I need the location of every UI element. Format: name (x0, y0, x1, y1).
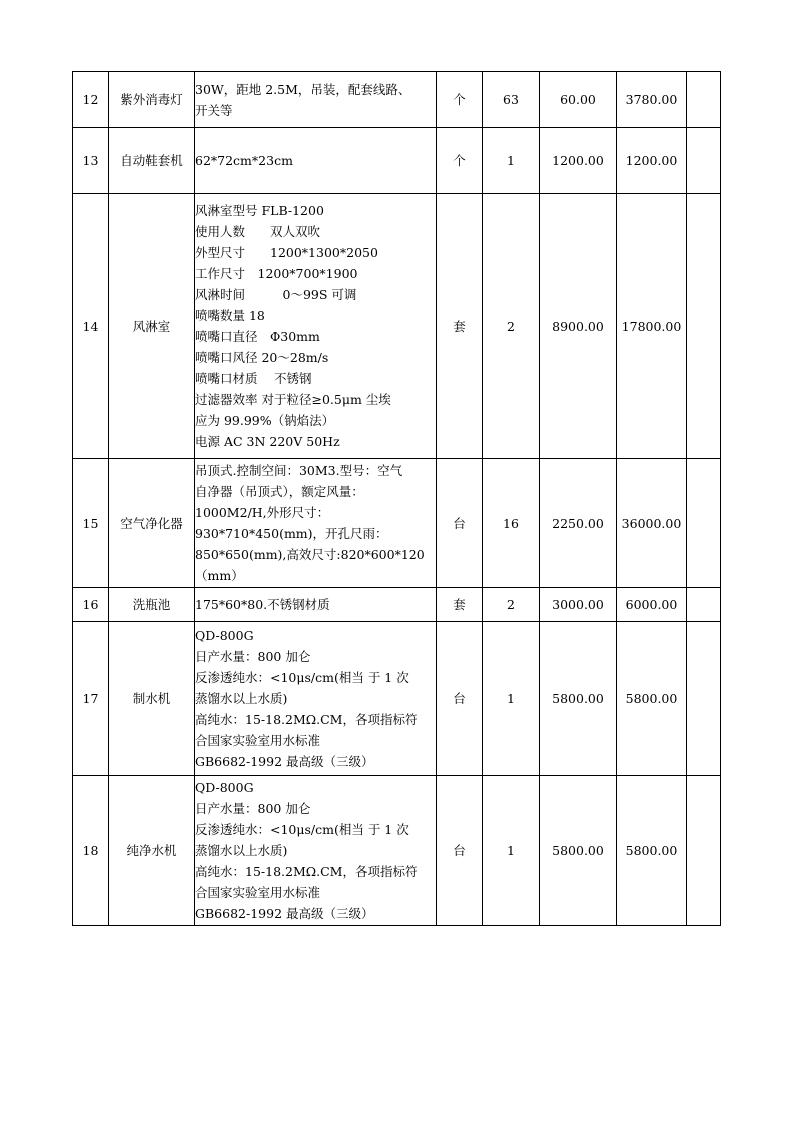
table-row (73, 72, 721, 128)
item-number-cell: 12 (73, 72, 109, 128)
equipment-table (72, 71, 721, 926)
spec-line: GB6682-1992 最高级（三级） (195, 906, 374, 921)
item-unit-cell: 个 (437, 72, 483, 128)
spec-line: 吊顶式.控制空间：30M3.型号：空气 (195, 463, 403, 478)
item-note-cell (687, 459, 721, 588)
spec-line: 反渗透纯水：<10μs/cm(相当 于 1 次 (195, 822, 409, 837)
spec-line: 合国家实验室用水标准 (195, 885, 321, 900)
item-quantity-cell: 1 (483, 128, 540, 194)
item-note-cell (687, 194, 721, 459)
item-total-cell: 3780.00 (617, 72, 687, 128)
item-name-cell: 风淋室 (109, 194, 195, 459)
item-spec-cell (195, 459, 437, 588)
item-note-cell (687, 776, 721, 926)
item-total-cell: 17800.00 (617, 194, 687, 459)
table-row (73, 459, 721, 588)
spec-line: 风淋时间 0～99S 可调 (195, 287, 357, 302)
item-number-cell: 17 (73, 622, 109, 776)
item-unit-cell: 台 (437, 776, 483, 926)
item-total-cell: 36000.00 (617, 459, 687, 588)
spec-line: 工作尺寸 1200*700*1900 (195, 266, 358, 281)
spec-line: 日产水量：800 加仑 (195, 649, 311, 664)
spec-line: 蒸馏水以上水质) (195, 843, 288, 858)
item-unit-price-cell: 3000.00 (540, 588, 617, 622)
spec-line: 喷嘴口直径 Φ30mm (195, 329, 320, 344)
item-spec-cell (195, 72, 437, 128)
spec-line: 62*72cm*23cm (195, 153, 293, 168)
item-number-cell: 16 (73, 588, 109, 622)
item-quantity-cell: 1 (483, 776, 540, 926)
spec-line: 过滤器效率 对于粒径≥0.5μm 尘埃 (195, 392, 391, 407)
spec-line: 蒸馏水以上水质) (195, 691, 288, 706)
spec-line: 30W，距地 2.5M，吊装，配套线路、 (195, 81, 411, 97)
item-total-cell: 5800.00 (617, 622, 687, 776)
item-spec-cell (195, 588, 437, 622)
item-unit-cell: 套 (437, 194, 483, 459)
table-row (73, 128, 721, 194)
item-unit-price-cell: 8900.00 (540, 194, 617, 459)
item-quantity-cell: 2 (483, 194, 540, 459)
item-name-cell: 制水机 (109, 622, 195, 776)
spec-line: 喷嘴口材质 不锈钢 (195, 371, 312, 386)
item-note-cell (687, 622, 721, 776)
table-body (73, 72, 721, 926)
spec-line: （mm） (195, 568, 244, 583)
item-note-cell (687, 72, 721, 128)
item-name-cell: 纯净水机 (109, 776, 195, 926)
item-quantity-cell: 2 (483, 588, 540, 622)
item-number-cell: 15 (73, 459, 109, 588)
item-total-cell: 6000.00 (617, 588, 687, 622)
spec-line: 高纯水：15-18.2MΩ.CM，各项指标符 (195, 712, 418, 727)
item-total-cell: 5800.00 (617, 776, 687, 926)
spec-line: 喷嘴口风径 20～28m/s (195, 350, 329, 365)
spec-line: 使用人数 双人双吹 (195, 224, 321, 239)
item-spec-cell (195, 128, 437, 194)
item-number-cell: 13 (73, 128, 109, 194)
item-unit-cell: 台 (437, 622, 483, 776)
item-unit-price-cell: 1200.00 (540, 128, 617, 194)
item-name-cell: 紫外消毒灯 (109, 72, 195, 128)
spec-line: 日产水量：800 加仑 (195, 801, 311, 816)
spec-line: 自净器（吊顶式），额定风量： (195, 484, 364, 499)
table-row (73, 776, 721, 926)
item-name-cell: 空气净化器 (109, 459, 195, 588)
item-total-cell: 1200.00 (617, 128, 687, 194)
spec-line: 合国家实验室用水标准 (195, 733, 321, 748)
spec-line: GB6682-1992 最高级（三级） (195, 754, 374, 769)
item-number-cell: 18 (73, 776, 109, 926)
item-name-cell: 自动鞋套机 (109, 128, 195, 194)
item-unit-price-cell: 2250.00 (540, 459, 617, 588)
item-note-cell (687, 588, 721, 622)
item-note-cell (687, 128, 721, 194)
item-unit-cell: 台 (437, 459, 483, 588)
item-quantity-cell: 1 (483, 622, 540, 776)
spec-line: 高纯水：15-18.2MΩ.CM，各项指标符 (195, 864, 418, 879)
item-spec-cell (195, 776, 437, 926)
spec-line: QD-800G (195, 628, 254, 643)
item-unit-price-cell: 5800.00 (540, 622, 617, 776)
item-number-cell: 14 (73, 194, 109, 459)
item-spec-cell (195, 194, 437, 459)
table-row (73, 622, 721, 776)
spec-line: 喷嘴数量 18 (195, 308, 265, 323)
spec-line: 风淋室型号 FLB-1200 (195, 203, 324, 218)
table-row (73, 588, 721, 622)
spec-line: 850*650(mm),高效尺寸:820*600*120 (195, 547, 425, 562)
spec-line: 外型尺寸 1200*1300*2050 (195, 245, 378, 260)
item-unit-price-cell: 5800.00 (540, 776, 617, 926)
item-unit-cell: 套 (437, 588, 483, 622)
spec-line: 175*60*80.不锈钢材质 (195, 597, 330, 612)
item-unit-price-cell: 60.00 (540, 72, 617, 128)
spec-line: 开关等 (195, 102, 233, 118)
item-spec-cell (195, 622, 437, 776)
table-row (73, 194, 721, 459)
spec-line: 1000M2/H,外形尺寸： (195, 505, 330, 520)
item-unit-cell: 个 (437, 128, 483, 194)
spec-line: 930*710*450(mm)，开孔尺雨： (195, 526, 388, 541)
item-quantity-cell: 16 (483, 459, 540, 588)
spec-line: 电源 AC 3N 220V 50Hz (195, 434, 340, 449)
spec-line: QD-800G (195, 780, 254, 795)
spec-line: 应为 99.99%（钠焰法） (195, 413, 335, 428)
item-name-cell: 洗瓶池 (109, 588, 195, 622)
spec-line: 反渗透纯水：<10μs/cm(相当 于 1 次 (195, 670, 409, 685)
item-quantity-cell: 63 (483, 72, 540, 128)
